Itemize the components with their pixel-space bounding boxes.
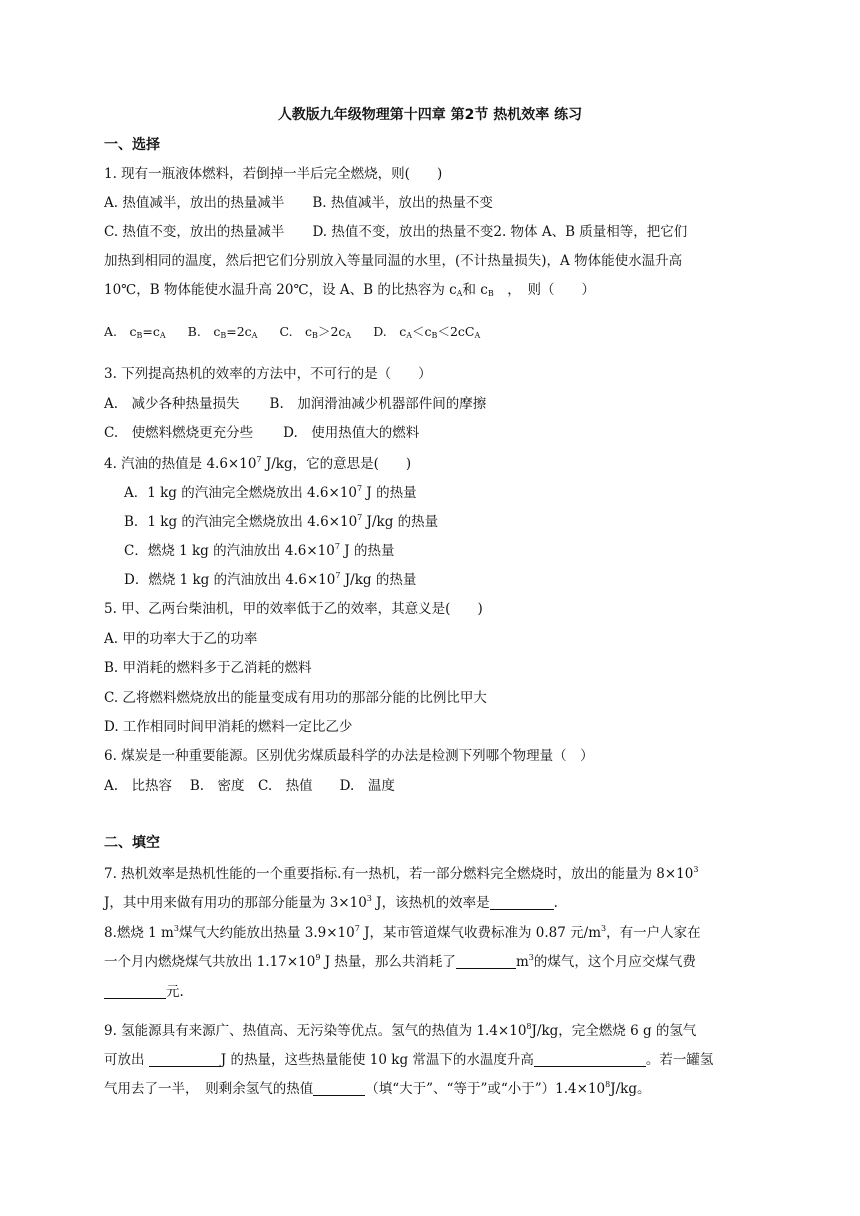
question-5-stem: 5. 甲、乙两台柴油机，甲的效率低于乙的效率，其意义是( )	[104, 601, 483, 617]
question-4-option-c: C．燃烧 1 kg 的汽油放出 $4.6\times 10^7$ J 的热量	[124, 542, 395, 559]
section-heading-choice: 一、选择	[104, 137, 160, 153]
option-c: C. 热值不变，放出的热量减半	[104, 224, 285, 240]
answer-blank[interactable]	[534, 1052, 646, 1067]
question-6-stem: 6. 煤炭是一种重要能源。区别优劣煤质最科学的办法是检测下列哪个物理量（ ）	[104, 748, 594, 764]
question-5-option-c: C. 乙将燃料燃烧放出的能量变成有用功的那部分能的比例比甲大	[104, 690, 487, 706]
answer-blank[interactable]	[149, 1052, 221, 1067]
option-a: A. $c_B=c_A$	[104, 324, 166, 340]
option-b: B. 热值减半，放出的热量不变	[312, 195, 493, 211]
option-d: D. $c_A<c_B<2cC_A$	[373, 324, 481, 340]
question-2-options	[104, 322, 480, 340]
section-heading-fill: 二、填空	[104, 835, 160, 851]
question-4-option-a: A．1 kg 的汽油完全燃烧放出 $4.6\times 10^7$ J 的热量	[124, 484, 417, 501]
question-3-options-ab	[104, 392, 486, 412]
option-b: B. $c_B=2c_A$	[187, 324, 258, 340]
question-8-line-1: 8.燃烧 1 $m^3$煤气大约能放出热量 $3.9\times 10^7$ J，某市管道煤气收费标准为 0.87 元$/m^3$，有一户人家在	[104, 924, 701, 941]
question-7-line-1: 7. 热机效率是热机性能的一个重要指标.有一热机，若一部分燃料完全燃烧时，放出的能量为 $8\times 10^3$	[104, 865, 699, 882]
question-5-option-d: D. 工作相同时间甲消耗的燃料一定比乙少	[104, 719, 353, 735]
question-7-line-2: J，其中用来做有用功的那部分能量为 $3\times 10^3$ J，该热机的效率是 .	[104, 894, 558, 911]
question-6-options: A. 比热容 B. 密度 C. 热值 D. 温度	[104, 778, 395, 794]
question-2-line-1: 2. 物体 A、B 质量相等，把它们	[493, 224, 688, 240]
answer-blank[interactable]	[456, 954, 516, 969]
question-8-line-3: 元.	[104, 980, 184, 1000]
question-5-option-a: A. 甲的功率大于乙的功率	[104, 631, 258, 647]
question-4-stem: 4. 汽油的热值是 $4.6\times 10^7$ J/kg，它的意思是( )	[104, 455, 412, 472]
question-3-stem: 3. 下列提高热机的效率的方法中，不可行的是（ ）	[104, 366, 432, 382]
question-2-line-2: 加热到相同的温度，然后把它们分别放入等量同温的水里，(不计热量损失)，A 物体能使水温升高	[104, 253, 683, 269]
option-c: C. $c_B>2c_A$	[279, 324, 352, 340]
question-8-line-2: 一个月内燃烧煤气共放出 $1.17\times 10^9$ J 热量，那么共消耗了 $m^3$的煤气，这个月应交煤气费	[104, 953, 696, 970]
option-b: B. 加润滑油减少机器部件间的摩擦	[269, 396, 487, 412]
question-9-line-3: 气用去了一半， 则剩余氢气的热值 （填“大于”、“等于”或“小于$”)1.4\times 10^8J/kg$。	[104, 1080, 651, 1097]
answer-blank[interactable]	[104, 984, 166, 999]
option-d: D. 热值不变，放出的热量不变	[312, 224, 494, 240]
question-3-options-cd	[104, 421, 419, 441]
question-4-option-b: B．1 kg 的汽油完全燃烧放出 $4.6\times 10^7$ J/kg 的热量	[124, 513, 439, 530]
question-1-stem: 1. 现有一瓶液体燃料，若倒掉一半后完全燃烧，则( )	[104, 166, 443, 182]
option-c: C. 使燃料燃烧更充分些	[104, 425, 254, 441]
question-9-line-1: 9. 氢能源具有来源广、热值高、无污染等优点。氢气的热值为 $1.4\times 10^8J/kg$，完全燃烧 6 g 的氢气	[104, 1022, 697, 1039]
page-title: 人教版九年级物理第十四章 第2节 热机效率 练习	[277, 107, 583, 123]
option-a: A. 减少各种热量损失	[104, 396, 240, 412]
question-1-options-ab	[104, 191, 493, 211]
option-d: D. 使用热值大的燃料	[283, 425, 420, 441]
answer-blank[interactable]	[313, 1081, 365, 1096]
question-4-option-d: D．燃烧 1 kg 的汽油放出 $4.6\times 10^7$ J/kg 的热量	[124, 571, 417, 588]
question-2-line-3: 10℃，B 物体能使水温升高 20℃，设 A、B 的比热容为 $c_A$和 $c_B$ ， 则（ ）	[104, 282, 595, 298]
answer-blank[interactable]	[490, 895, 554, 910]
question-9-line-2: 可放出 J 的热量，这些热量能使 10 kg 常温下的水温度升高 。若一罐氢	[104, 1052, 714, 1068]
option-a: A. 热值减半，放出的热量减半	[104, 195, 285, 211]
question-5-option-b: B. 甲消耗的燃料多于乙消耗的燃料	[104, 660, 312, 676]
question-1-options-cd	[104, 220, 687, 240]
